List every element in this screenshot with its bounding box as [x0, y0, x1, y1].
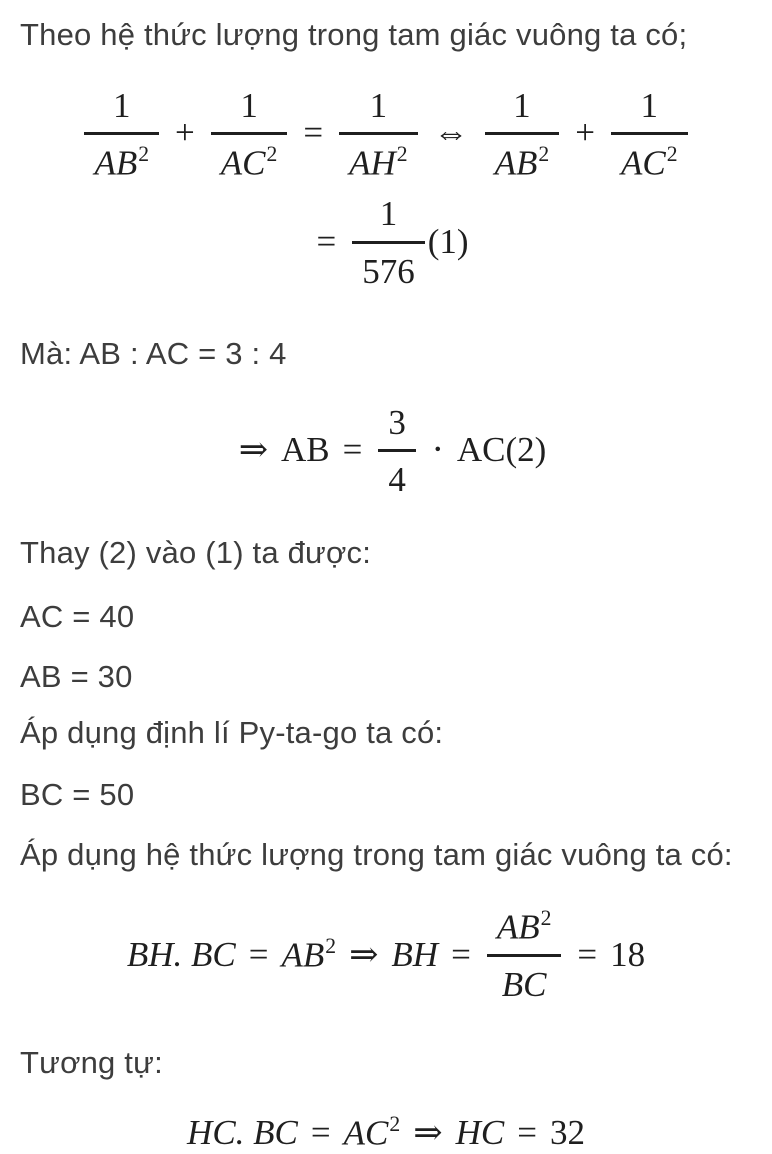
math-token: AB: [281, 430, 330, 470]
fraction: [84, 82, 159, 185]
math-token: =: [517, 1113, 537, 1153]
math-token: =: [248, 934, 269, 974]
paragraph-similar: Tương tự:: [20, 1045, 163, 1081]
math-token: $AB^2$: [496, 905, 552, 947]
value-bc: BC = 50: [20, 776, 135, 812]
paragraph-intro: Theo hệ thức lượng trong tam giác vuông ta có;: [20, 17, 688, 52]
math-token: 1: [369, 85, 388, 125]
math-token: (1): [427, 221, 469, 261]
math-token: =: [303, 113, 324, 153]
math-token: =: [577, 934, 598, 974]
fraction: [485, 82, 560, 185]
math-token: (2): [505, 430, 547, 470]
math-token: +: [175, 113, 195, 153]
math-token: $AC^2$: [343, 1111, 401, 1153]
math-token: BH. BC: [126, 934, 236, 974]
math-token: HC: [455, 1113, 505, 1153]
math-token: AC: [456, 430, 506, 470]
value-ac: AC = 40: [20, 598, 135, 634]
math-token: 1: [240, 85, 258, 125]
equation-1-line-2: [20, 191, 752, 293]
math-token: ⋅: [431, 430, 444, 470]
math-token: =: [342, 430, 363, 470]
fraction: [611, 82, 688, 185]
math-token: ⇒: [238, 430, 269, 470]
fraction: [339, 82, 418, 185]
math-token: $AB^2$: [494, 141, 550, 183]
math-token: =: [316, 221, 337, 261]
math-token: 1: [640, 85, 659, 125]
fraction: [352, 191, 425, 293]
math-token: ⇒: [413, 1113, 443, 1153]
math-token: 4: [388, 460, 406, 500]
math-token: ⇒: [349, 934, 379, 974]
equation-2: [20, 399, 752, 501]
value-ab: AB = 30: [20, 658, 133, 694]
math-token: BC: [501, 964, 547, 1004]
math-token: +: [575, 113, 595, 153]
math-token: HC. BC: [187, 1113, 298, 1153]
math-token: $AC^2$: [620, 141, 678, 183]
math-token: =: [310, 1113, 331, 1153]
math-token: =: [451, 934, 471, 974]
paragraph-pytago: Áp dụng định lí Py-ta-go ta có:: [20, 714, 444, 750]
equation-4: [20, 1110, 752, 1153]
equation-3: [20, 904, 752, 1007]
equation-1-line-1: [20, 82, 752, 185]
fraction: [487, 904, 562, 1007]
math-token: 18: [610, 934, 646, 974]
math-token: $AH^2$: [349, 141, 408, 183]
paragraph-ratio: Mà: AB : AC = 3 : 4: [20, 336, 287, 372]
math-token: 32: [549, 1113, 585, 1153]
math-token: 1: [112, 85, 131, 125]
math-token: 1: [513, 85, 531, 125]
math-token: 3: [388, 402, 406, 442]
math-token: 1: [379, 194, 398, 234]
fraction: [378, 399, 416, 501]
paragraph-substitute: Thay (2) vào (1) ta được:: [20, 534, 372, 570]
math-token: ⇔: [433, 113, 469, 153]
math-token: $AB^2$: [94, 141, 150, 183]
math-token: $AC^2$: [220, 141, 278, 183]
math-token: 576: [362, 251, 415, 291]
math-token: BH: [391, 934, 439, 974]
fraction: [211, 82, 288, 185]
paragraph-apply: Áp dụng hệ thức lượng trong tam giác vuông ta có:: [20, 836, 733, 872]
math-token: $AB^2$: [281, 933, 337, 975]
